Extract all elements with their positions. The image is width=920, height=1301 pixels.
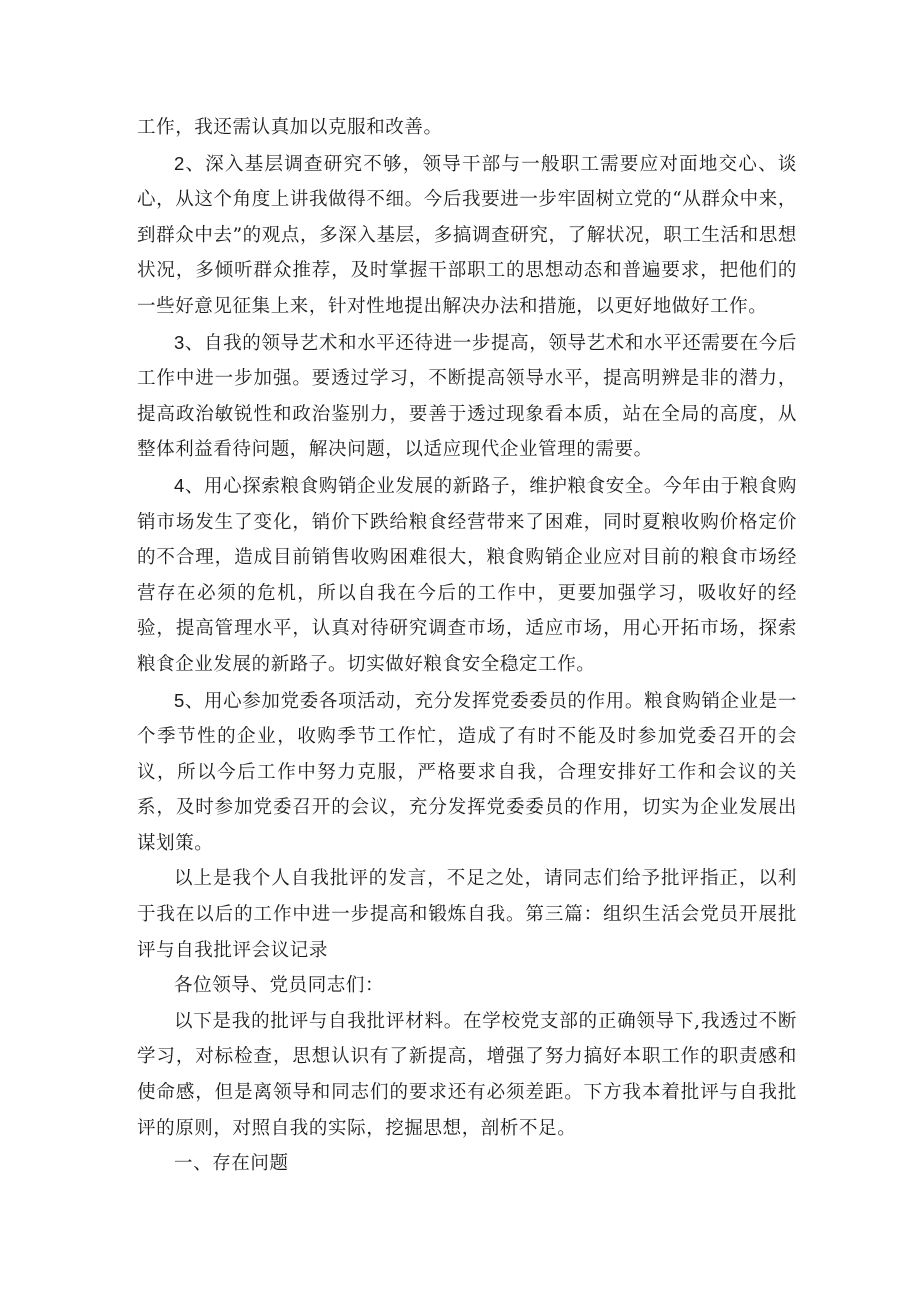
paragraph-item-5 bbox=[137, 683, 797, 862]
paragraph-text: 、深入基层调查研究不够，领导干部与一般职工需要应对面地交心、谈心，从这个角度上讲我做得不细。今后我要进一步牢固树立党的“从群众中来，到群众中去”的观点，多深入基层，多搞调查研究，了解状况，职工生活和思想状况，多倾听群众推荐，及时掌握干部职工的思想动态和普遍要求，把他们的一些好意见征集上来，针对性地提出解决办法和措施，以更好地做好工作。 bbox=[137, 153, 797, 317]
paragraph-closing bbox=[137, 861, 797, 968]
paragraph-text: 各位领导、党员同志们： bbox=[174, 975, 385, 997]
item-number: 5 bbox=[174, 689, 185, 711]
paragraph-text: 、自我的领导艺术和水平还待进一步提高，领导艺术和水平还需要在今后工作中进一步加强。要透过学习，不断提高领导水平，提高明辨是非的潜力，提高政治敏锐性和政治鉴别力，要善于透过现象看本质，站在全局的高度，从整体利益看待问题，解决问题，以适应现代企业管理的需要。 bbox=[137, 332, 797, 461]
section-heading bbox=[137, 1146, 797, 1182]
paragraph-item-4 bbox=[137, 468, 797, 683]
heading-text: 一、存在问题 bbox=[174, 1153, 289, 1175]
paragraph-text: 以上是我个人自我批评的发言，不足之处，请同志们给予批评指正，以利于我在以后的工作中进一步提高和锻炼自我。第三篇：组织生活会党员开展批评与自我批评会议记录 bbox=[137, 868, 797, 961]
item-number: 4 bbox=[174, 474, 185, 496]
paragraph-continuation bbox=[137, 110, 797, 146]
paragraph-text: 工作，我还需认真加以克服和改善。 bbox=[137, 117, 443, 138]
paragraph-text: 以下是我的批评与自我批评材料。在学校党支部的正确领导下,我透过不断学习，对标检查，思想认识有了新提高，增强了努力搞好本职工作的职责感和使命感，但是离领导和同志们的要求还有必须差距。下方我本着批评与自我批评的原则，对照自我的实际，挖掘思想，剖析不足。 bbox=[137, 1010, 797, 1139]
paragraph-text: 、用心参加党委各项活动，充分发挥党委委员的作用。粮食购销企业是一个季节性的企业，收购季节工作忙，造成了有时不能及时参加党委召开的会议，所以今后工作中努力克服，严格要求自我，合理安排好工作和会议的关系，及时参加党委召开的会议，充分发挥党委委员的作用，切实为企业发展出谋划策。 bbox=[137, 690, 797, 854]
salutation bbox=[137, 968, 797, 1004]
document-body bbox=[137, 110, 797, 1182]
item-number: 2 bbox=[174, 152, 185, 174]
paragraph-text: 、用心探索粮食购销企业发展的新路子，维护粮食安全。今年由于粮食购销市场发生了变化，销价下跌给粮食经营带来了困难，同时夏粮收购价格定价的不合理，造成目前销售收购困难很大，粮食购销企业应对目前的粮食市场经营存在必须的危机，所以自我在今后的工作中，更要加强学习，吸收好的经验，提高管理水平，认真对待研究调查市场，适应市场，用心开拓市场，探索粮食企业发展的新路子。切实做好粮食安全稳定工作。 bbox=[137, 475, 797, 675]
paragraph-intro bbox=[137, 1004, 797, 1146]
paragraph-item-2 bbox=[137, 146, 797, 325]
item-number: 3 bbox=[174, 331, 185, 353]
paragraph-item-3 bbox=[137, 325, 797, 468]
